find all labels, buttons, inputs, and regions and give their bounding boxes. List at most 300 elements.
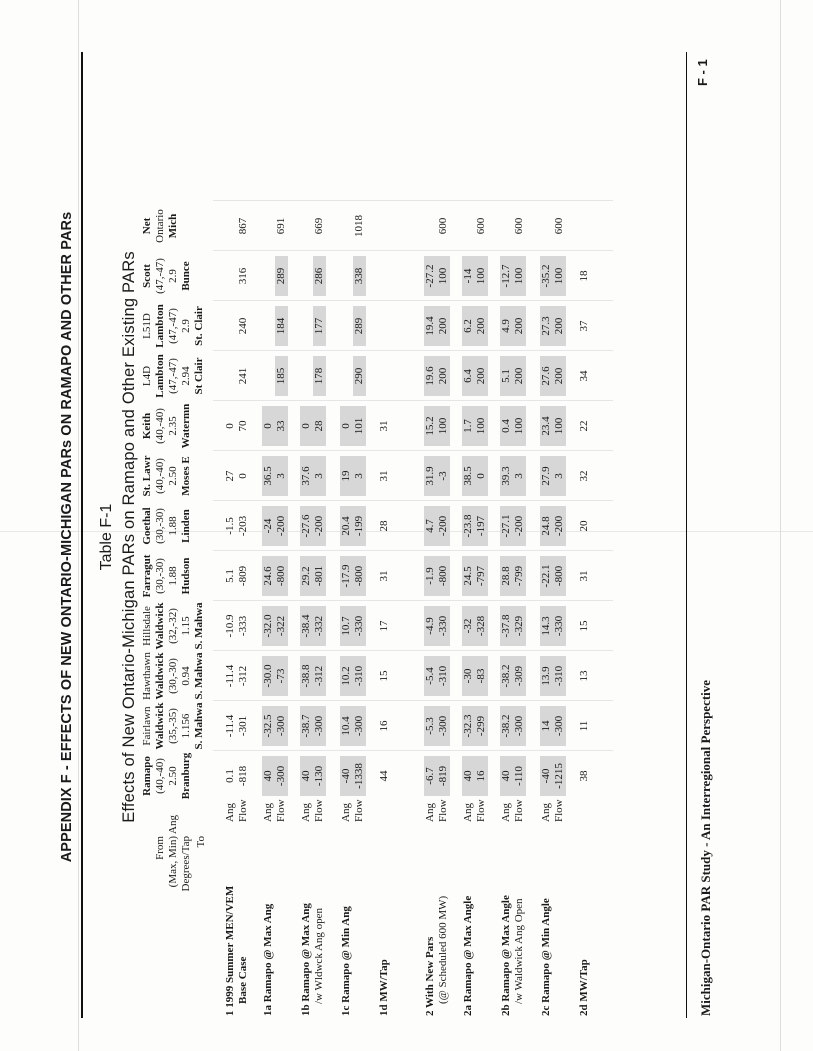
angle-cell: 27.6	[540, 356, 553, 396]
header-degrees: 2.9	[167, 269, 179, 283]
header-range: (30,-30)	[154, 558, 166, 594]
flow-cell: 200	[513, 306, 526, 346]
flow-cell: -312	[313, 656, 326, 696]
flow-cell: -1215	[553, 756, 566, 796]
angle-cell: 28	[378, 520, 390, 532]
ang-label: Ang	[167, 815, 179, 834]
angle-cell: 0	[300, 406, 313, 446]
top-rule	[81, 52, 83, 1018]
angle-cell: 38	[578, 770, 590, 782]
angle-cell: 17	[378, 620, 390, 632]
row-title: 2 With New Pars	[424, 936, 436, 1016]
header-name: Waldwick	[154, 602, 166, 650]
flow-cell: -309	[513, 656, 526, 696]
flow-cell: 28	[313, 406, 326, 446]
header-to: Watermn	[180, 403, 192, 449]
flow-cell: -809	[237, 565, 249, 587]
flow-cell: -819	[437, 756, 450, 796]
angle-label: Ang	[462, 803, 474, 822]
flow-cell: -818	[237, 765, 249, 787]
row-title: 1a Ramapo @ Max Ang	[262, 903, 274, 1016]
flow-label: Flow	[353, 799, 365, 822]
appendix-heading: APPENDIX F - EFFECTS OF NEW ONTARIO-MICHIGAN PARs ON RAMAPO AND OTHER PARs	[59, 211, 75, 863]
flow-label: Flow	[475, 799, 487, 822]
angle-cell: -23.8	[462, 506, 475, 546]
flow-cell: 200	[513, 356, 526, 396]
angle-cell: 40	[500, 756, 513, 796]
header-to: Moses E	[180, 456, 192, 496]
flow-cell: 290	[353, 356, 366, 396]
angle-cell: -30.0	[262, 656, 275, 696]
flow-cell: 289	[353, 306, 366, 346]
angle-cell: -12.7	[500, 256, 513, 296]
angle-cell: 31	[378, 470, 390, 482]
flow-cell: 867	[237, 217, 249, 235]
angle-cell: -10.9	[224, 614, 236, 638]
angle-cell: 31	[578, 570, 590, 582]
flow-label: Flow	[313, 799, 325, 822]
flow-cell: 100	[437, 406, 450, 446]
angle-cell: 15	[578, 620, 590, 632]
row-label	[224, 886, 250, 1016]
flow-cell: -73	[275, 656, 288, 696]
angle-cell: -11.4	[224, 714, 236, 738]
column-header	[141, 501, 193, 551]
flow-cell: 3	[553, 456, 566, 496]
angle-cell: 27	[224, 470, 236, 482]
flow-cell: -197	[475, 506, 488, 546]
angle-cell: -11.4	[224, 664, 236, 688]
flow-cell: -3	[437, 456, 450, 496]
angle-cell: 13	[578, 670, 590, 682]
angle-cell: 20.4	[340, 506, 353, 546]
header-name: Lambton	[154, 354, 166, 398]
flow-cell: 3	[275, 456, 288, 496]
angle-cell: 11	[578, 720, 590, 732]
flow-cell: 669	[313, 217, 325, 235]
angle-cell: 37.6	[300, 456, 313, 496]
flow-cell: 3	[353, 456, 366, 496]
flow-label: Flow	[513, 799, 525, 822]
angle-cell: 0.1	[224, 769, 236, 783]
flow-cell: 3	[513, 456, 526, 496]
flow-cell: 0	[475, 456, 488, 496]
angle-label: Ang	[424, 803, 436, 822]
angle-cell: 39.3	[500, 456, 513, 496]
header-range: (30,-30)	[154, 508, 166, 544]
scan-line	[780, 0, 781, 1051]
angle-cell: -40	[340, 756, 353, 796]
flow-cell: 200	[553, 356, 566, 396]
angle-cell: -38.8	[300, 656, 313, 696]
flow-cell: 200	[475, 356, 488, 396]
flow-cell: 16	[475, 756, 488, 796]
angle-cell: 37	[578, 320, 590, 332]
flow-cell: -310	[437, 656, 450, 696]
angle-cell: 15	[378, 670, 390, 682]
flow-cell: 101	[353, 406, 366, 446]
angle-cell: -14	[462, 256, 475, 296]
flow-cell: -110	[513, 756, 526, 796]
angle-cell: -32.3	[462, 706, 475, 746]
angle-cell: 40	[462, 756, 475, 796]
flow-cell: -300	[313, 706, 326, 746]
flow-cell: -797	[475, 556, 488, 596]
flow-cell: 289	[275, 256, 288, 296]
flow-cell: 184	[275, 306, 288, 346]
flow-cell: 200	[553, 306, 566, 346]
angle-cell: -1.5	[224, 517, 236, 535]
header-range: (47,-47)	[154, 258, 166, 294]
row-title: 2c Ramapo @ Min Angle	[540, 898, 552, 1016]
angle-cell: 24.8	[540, 506, 553, 546]
flow-cell: -800	[353, 556, 366, 596]
column-header	[141, 651, 206, 701]
row-subtitle: Base Case	[237, 956, 249, 1004]
flow-cell: 33	[275, 406, 288, 446]
row-title: 2a Ramapo @ Max Angle	[462, 895, 474, 1016]
angle-cell: 24.6	[262, 556, 275, 596]
flow-cell: 200	[437, 306, 450, 346]
angle-cell: 0.4	[500, 406, 513, 446]
header-range: (47,-47)	[167, 358, 179, 394]
flow-cell: -330	[437, 606, 450, 646]
header-top: Hillsdale	[141, 606, 153, 646]
table-title: Effects of New Ontario-Michigan PARs on Ramapo and Other Existing PARs	[120, 251, 138, 823]
flow-cell: 100	[475, 406, 488, 446]
flow-cell: 100	[513, 256, 526, 296]
header-name: Farragut	[141, 554, 153, 598]
angle-label: Ang	[262, 803, 274, 822]
angle-cell: 1.7	[462, 406, 475, 446]
angle-cell: -24	[262, 506, 275, 546]
header-top: Fairlawn	[141, 706, 153, 746]
header-to: Mich	[167, 213, 179, 239]
flow-cell: 177	[313, 306, 326, 346]
header-to: S. Mahwa	[193, 652, 205, 700]
angle-cell: 20	[578, 520, 590, 532]
angle-cell: 5.1	[224, 569, 236, 583]
flow-cell: -799	[513, 556, 526, 596]
header-name: Keith	[141, 412, 153, 440]
angle-cell: -40	[540, 756, 553, 796]
flow-cell: -300	[275, 756, 288, 796]
flow-cell: -330	[553, 606, 566, 646]
header-degrees: 2.50	[167, 766, 179, 786]
flow-cell: -801	[313, 556, 326, 596]
column-header	[141, 201, 180, 251]
header-degrees: 1.88	[167, 566, 179, 586]
angle-cell: 6.4	[462, 356, 475, 396]
flow-cell: -300	[553, 706, 566, 746]
angle-cell: 40	[262, 756, 275, 796]
angle-cell: 29.2	[300, 556, 313, 596]
angle-cell: 0	[340, 406, 353, 446]
max-min-label: (Max, Min)	[167, 836, 179, 888]
flow-cell: 200	[475, 306, 488, 346]
header-range: (40,-40)	[154, 408, 166, 444]
angle-cell: 22	[578, 420, 590, 432]
row-label	[462, 896, 475, 1016]
flow-cell: -200	[553, 506, 566, 546]
header-degrees: 1.15	[180, 616, 192, 636]
header-range: (47,-47)	[167, 308, 179, 344]
flow-cell: 600	[475, 217, 487, 235]
flow-cell: -83	[475, 656, 488, 696]
header-to: Branburg	[180, 752, 192, 800]
column-header	[141, 251, 193, 301]
header-to: S. Mahwa	[193, 602, 205, 650]
header-name: St. Lawr	[141, 455, 153, 497]
angle-cell: 14.3	[540, 606, 553, 646]
angle-cell: 14	[540, 706, 553, 746]
angle-cell: -17.9	[340, 556, 353, 596]
row-label	[500, 895, 526, 1016]
header-name: Ramapo	[141, 756, 153, 796]
angle-cell: 28.8	[500, 556, 513, 596]
angle-cell: 27.9	[540, 456, 553, 496]
column-guide	[213, 700, 613, 701]
column-header	[141, 601, 206, 651]
angle-cell: 0	[262, 406, 275, 446]
header-name: Waldwick	[154, 702, 166, 750]
flow-cell: -299	[475, 706, 488, 746]
flow-cell: 286	[313, 256, 326, 296]
column-guide	[213, 600, 613, 601]
flow-cell: 240	[237, 317, 249, 335]
header-range: Ontario	[154, 209, 166, 243]
flow-cell: 241	[237, 367, 249, 385]
header-range: (40,-40)	[154, 458, 166, 494]
flow-cell: -332	[313, 606, 326, 646]
angle-cell: 10.2	[340, 656, 353, 696]
column-guide	[213, 550, 613, 551]
header-name: Scott	[141, 264, 153, 288]
header-degrees: 1.156	[180, 713, 192, 739]
header-top: L51D	[141, 313, 153, 339]
angle-cell: 31	[378, 570, 390, 582]
angle-cell: 40	[300, 756, 313, 796]
angle-cell: 36.5	[262, 456, 275, 496]
header-to: St Clair	[193, 357, 205, 395]
flow-cell: 100	[437, 256, 450, 296]
angle-cell: 19	[340, 456, 353, 496]
flow-cell: 100	[553, 256, 566, 296]
column-header	[141, 701, 206, 751]
column-guide	[213, 200, 613, 201]
row-label	[262, 904, 275, 1016]
bottom-rule	[686, 52, 687, 1018]
angle-cell: -32	[462, 606, 475, 646]
table-label: Table F-1	[98, 503, 115, 571]
flow-cell: -300	[513, 706, 526, 746]
angle-cell: 19.6	[424, 356, 437, 396]
row-title: 2d MW/Tap	[578, 959, 590, 1016]
row-label	[340, 906, 353, 1016]
header-to: Hudson	[180, 557, 192, 595]
flow-cell: 3	[313, 456, 326, 496]
angle-cell: 31.9	[424, 456, 437, 496]
column-guide	[213, 400, 613, 401]
angle-cell: 32	[578, 470, 590, 482]
angle-label: Ang	[300, 803, 312, 822]
angle-label: Ang	[340, 803, 352, 822]
flow-cell: 70	[237, 420, 249, 432]
angle-cell: -32.5	[262, 706, 275, 746]
row-subtitle: (@ Scheduled 600 MW)	[437, 895, 449, 1004]
header-name: Waldwick	[154, 652, 166, 700]
angle-cell: 16	[378, 720, 390, 732]
flow-cell: -800	[553, 556, 566, 596]
flow-cell: -800	[275, 556, 288, 596]
angle-cell: -38.7	[300, 706, 313, 746]
flow-cell: -200	[437, 506, 450, 546]
angle-cell: -38.2	[500, 706, 513, 746]
angle-cell: 4.9	[500, 306, 513, 346]
header-range: (32,-32)	[167, 608, 179, 644]
column-guide	[213, 450, 613, 451]
row-title: 1b Ramapo @ Max Ang	[300, 903, 312, 1016]
column-header	[141, 401, 193, 451]
header-degrees: 0.94	[180, 666, 192, 686]
to-label: To	[195, 836, 207, 848]
header-to: St. Clair	[193, 306, 205, 346]
column-header	[141, 351, 206, 401]
angle-cell: 23.4	[540, 406, 553, 446]
angle-cell: -5.3	[424, 706, 437, 746]
page-number: F - 1	[695, 59, 710, 86]
column-header	[141, 451, 193, 501]
angle-cell: -4.9	[424, 606, 437, 646]
flow-cell: 338	[353, 256, 366, 296]
angle-cell: -30	[462, 656, 475, 696]
angle-cell: -1.9	[424, 556, 437, 596]
flow-label: Flow	[437, 799, 449, 822]
flow-cell: 100	[475, 256, 488, 296]
angle-cell: 13.9	[540, 656, 553, 696]
flow-cell: -300	[437, 706, 450, 746]
angle-cell: 0	[224, 423, 236, 429]
flow-cell: -300	[353, 706, 366, 746]
angle-cell: -37.8	[500, 606, 513, 646]
flow-cell: -310	[553, 656, 566, 696]
angle-cell: 44	[378, 770, 390, 782]
flow-cell: -310	[353, 656, 366, 696]
angle-cell: -6.7	[424, 756, 437, 796]
flow-cell: -1338	[353, 756, 366, 796]
flow-cell: 1018	[353, 215, 365, 237]
flow-cell: -329	[513, 606, 526, 646]
angle-cell: 18	[578, 270, 590, 282]
angle-label: Ang	[540, 803, 552, 822]
angle-cell: -27.1	[500, 506, 513, 546]
flow-label: Flow	[553, 799, 565, 822]
header-degrees: 2.50	[167, 466, 179, 486]
header-degrees: 2.94	[180, 366, 192, 386]
angle-cell: 4.7	[424, 506, 437, 546]
angle-cell: -38.2	[500, 656, 513, 696]
angle-cell: -38.4	[300, 606, 313, 646]
row-label	[424, 896, 450, 1016]
header-name: Net	[141, 217, 153, 235]
header-to: S. Mahwa	[193, 702, 205, 750]
header-to: Linden	[180, 509, 192, 543]
flow-cell: -199	[353, 506, 366, 546]
angle-cell: -35.2	[540, 256, 553, 296]
degrees-tap-label: Degrees/Tap	[180, 836, 192, 892]
angle-cell: 10.4	[340, 706, 353, 746]
flow-cell: -203	[237, 515, 249, 537]
angle-cell: 15.2	[424, 406, 437, 446]
row-title: 1 1999 Summer MEN/VEM	[224, 885, 236, 1016]
angle-cell: 27.3	[540, 306, 553, 346]
angle-cell: 5.1	[500, 356, 513, 396]
angle-cell: 38.5	[462, 456, 475, 496]
angle-cell: 6.2	[462, 306, 475, 346]
flow-cell: -330	[353, 606, 366, 646]
column-header	[141, 751, 193, 801]
header-range: (30,-30)	[167, 658, 179, 694]
flow-cell: -800	[437, 556, 450, 596]
row-subtitle: /w Wldwck Ang open	[313, 907, 325, 1004]
flow-cell: 600	[437, 217, 449, 235]
row-label	[540, 898, 553, 1016]
flow-cell: 600	[553, 217, 565, 235]
header-name: Lambton	[154, 304, 166, 348]
flow-cell: -200	[513, 506, 526, 546]
document-footer: Michigan-Ontario PAR Study - An Interregional Perspective	[698, 679, 713, 1016]
flow-cell: 316	[237, 267, 249, 285]
rotated-document	[53, 52, 743, 1022]
flow-cell: -200	[275, 506, 288, 546]
header-degrees: 2.9	[180, 319, 192, 333]
row-label	[378, 959, 391, 1016]
flow-cell: -322	[275, 606, 288, 646]
column-header	[141, 301, 206, 351]
angle-cell: 31	[378, 420, 390, 432]
flow-cell: -301	[237, 715, 249, 737]
header-name: Goethal	[141, 507, 153, 545]
flow-cell: 691	[275, 217, 287, 235]
flow-cell: 100	[553, 406, 566, 446]
angle-cell: -32.0	[262, 606, 275, 646]
flow-cell: 100	[513, 406, 526, 446]
flow-label: Flow	[275, 799, 287, 822]
column-header	[141, 551, 193, 601]
header-degrees: 1.88	[167, 516, 179, 536]
header-range: (40,-40)	[154, 758, 166, 794]
row-label	[578, 959, 591, 1016]
angle-cell: -27.6	[300, 506, 313, 546]
flow-cell: -130	[313, 756, 326, 796]
flow-cell: -333	[237, 615, 249, 637]
flow-label: Flow	[237, 799, 249, 822]
row-title: 1d MW/Tap	[378, 959, 390, 1016]
flow-cell: 200	[437, 356, 450, 396]
row-title: 2b Ramapo @ Max Angle	[500, 895, 512, 1016]
column-guide	[213, 350, 613, 351]
angle-cell: 34	[578, 370, 590, 382]
header-range: (35,-35)	[167, 708, 179, 744]
flow-cell: 185	[275, 356, 288, 396]
row-label	[300, 903, 326, 1016]
header-top: L4D	[141, 365, 153, 387]
flow-cell: 600	[513, 217, 525, 235]
angle-cell: -5.4	[424, 656, 437, 696]
angle-cell: 24.5	[462, 556, 475, 596]
column-guide	[213, 250, 613, 251]
angle-cell: -22.1	[540, 556, 553, 596]
